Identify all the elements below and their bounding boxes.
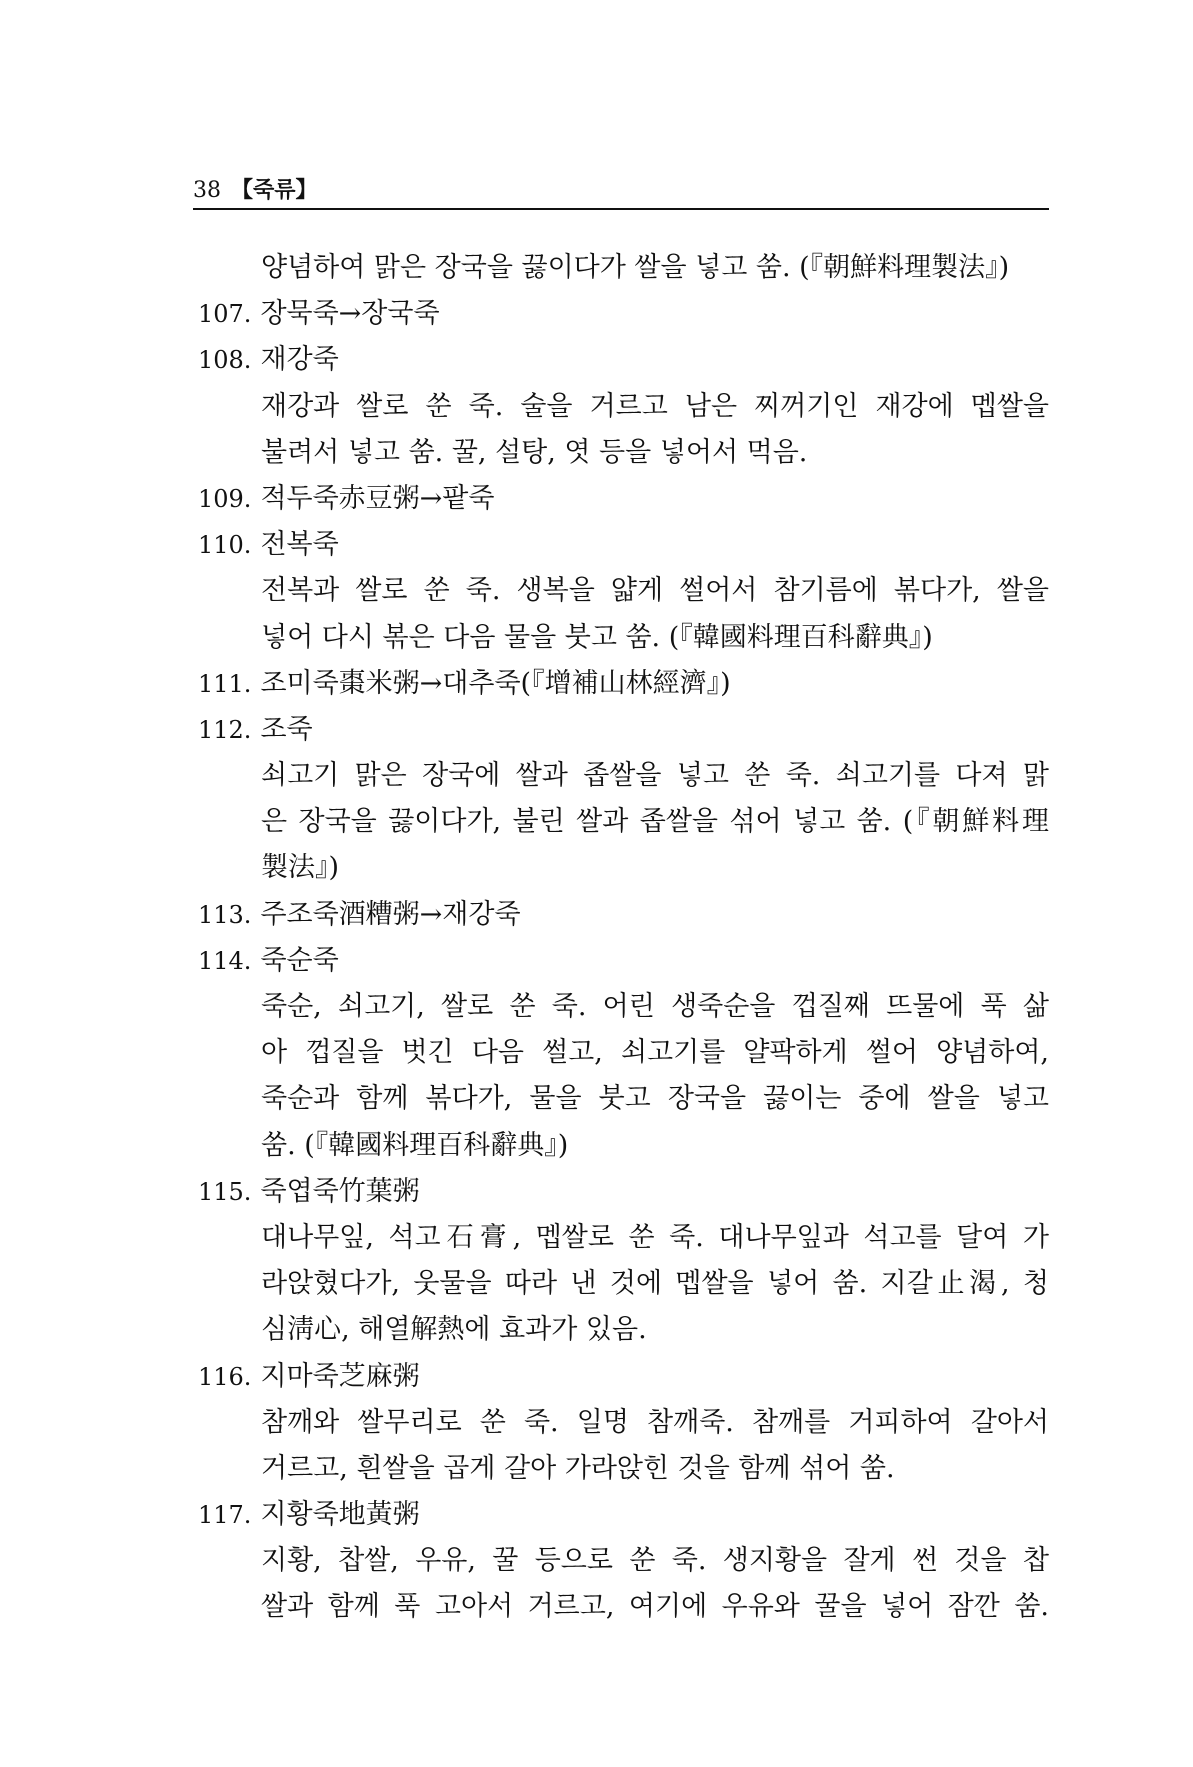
entry-text-line: 참깨와 쌀무리로 쑨 죽. 일명 참깨죽. 참깨를 거피하여 갈아서 bbox=[261, 1406, 1049, 1438]
entry-text-line: 쌀과 함께 푹 고아서 거르고, 여기에 우유와 꿀을 넣어 잠깐 쑴. bbox=[261, 1591, 1049, 1623]
entry-title: 조미죽棗米粥→대추죽(『增補山林經濟』) bbox=[260, 667, 731, 699]
entry-114-heading bbox=[198, 938, 1049, 984]
header-rule bbox=[193, 208, 1049, 210]
page-number: 38 bbox=[193, 178, 221, 203]
entry-number: 117. bbox=[198, 1501, 252, 1530]
section-title: 【죽류】 bbox=[231, 177, 318, 203]
entry-title: 전복죽 bbox=[260, 529, 339, 561]
entry-number: 110. bbox=[198, 531, 252, 560]
entry-109-heading bbox=[198, 476, 1049, 522]
entry-112-heading bbox=[198, 707, 1049, 753]
entry-text-line: 재강과 쌀로 쑨 죽. 술을 거르고 남은 찌꺼기인 재강에 멥쌀을 bbox=[261, 390, 1049, 422]
entry-text-line: 지황, 찹쌀, 우유, 꿀 등으로 쑨 죽. 생지황을 잘게 썬 것을 찹 bbox=[261, 1545, 1049, 1577]
entry-text-line: 製法』) bbox=[261, 852, 340, 884]
entry-116-heading bbox=[198, 1354, 1049, 1400]
entry-text-line: 쇠고기 맑은 장국에 쌀과 좁쌀을 넣고 쑨 죽. 쇠고기를 다져 맑 bbox=[261, 760, 1049, 792]
entry-text-line: 은 장국을 끓이다가, 불린 쌀과 좁쌀을 섞어 넣고 쑴. (『朝鮮料理 bbox=[261, 806, 1049, 838]
entry-title: 장묵죽→장국죽 bbox=[260, 298, 440, 330]
entry-117-heading bbox=[198, 1492, 1049, 1538]
entry-111-heading bbox=[198, 661, 1049, 707]
entry-number: 108. bbox=[198, 346, 252, 375]
entry-115-heading bbox=[198, 1169, 1049, 1215]
entry-title: 죽순죽 bbox=[260, 944, 339, 976]
entry-number: 116. bbox=[198, 1362, 252, 1391]
entry-title: 지황죽地黃粥 bbox=[260, 1499, 420, 1531]
entry-number: 111. bbox=[198, 669, 252, 698]
entry-number: 114. bbox=[198, 946, 252, 975]
entry-title: 죽엽죽竹葉粥 bbox=[260, 1175, 420, 1207]
running-header bbox=[193, 176, 318, 205]
entry-text-line: 라앉혔다가, 웃물을 따라 낸 것에 멥쌀을 넣어 쑴. 지갈止渴, 청 bbox=[261, 1268, 1049, 1300]
entry-text-line: 넣어 다시 볶은 다음 물을 붓고 쑴. (『韓國料理百科辭典』) bbox=[261, 621, 933, 653]
entry-title: 지마죽芝麻粥 bbox=[260, 1360, 420, 1392]
entry-text-line: 아 껍질을 벗긴 다음 썰고, 쇠고기를 얄팍하게 썰어 양념하여, bbox=[261, 1037, 1049, 1069]
entry-108-heading bbox=[198, 337, 1049, 383]
entry-text-line: 전복과 쌀로 쑨 죽. 생복을 얇게 썰어서 참기름에 볶다가, 쌀을 bbox=[261, 575, 1049, 607]
entry-title: 적두죽赤豆粥→팥죽 bbox=[260, 482, 495, 514]
entry-text-line: 쑴. (『韓國料理百科辭典』) bbox=[261, 1129, 569, 1161]
entry-text-line: 죽순, 쇠고기, 쌀로 쑨 죽. 어린 생죽순을 껍질째 뜨물에 푹 삶 bbox=[261, 991, 1049, 1022]
entry-text-line: 거르고, 흰쌀을 곱게 갈아 가라앉힌 것을 함께 섞어 쑴. bbox=[261, 1452, 895, 1484]
entry-number: 109. bbox=[198, 484, 252, 513]
entry-110-heading bbox=[198, 522, 1049, 568]
entry-113-heading bbox=[198, 892, 1049, 938]
entry-number: 113. bbox=[198, 900, 252, 929]
entry-title: 재강죽 bbox=[260, 344, 339, 376]
entry-number: 107. bbox=[198, 300, 252, 329]
entry-text-line: 불려서 넣고 쑴. 꿀, 설탕, 엿 등을 넣어서 먹음. bbox=[261, 436, 808, 468]
entry-title: 조죽 bbox=[260, 713, 313, 745]
entry-number: 115. bbox=[198, 1177, 252, 1206]
entry-title: 주조죽酒糟粥→재강죽 bbox=[260, 898, 521, 930]
page-body bbox=[198, 245, 1049, 1631]
continuation-line: 양념하여 맑은 장국을 끓이다가 쌀을 넣고 쑴. (『朝鮮料理製法』) bbox=[261, 252, 1010, 283]
entry-text-line: 심淸心, 해열解熱에 효과가 있음. bbox=[261, 1314, 647, 1346]
entry-text-line: 죽순과 함께 볶다가, 물을 붓고 장국을 끓이는 중에 쌀을 넣고 bbox=[261, 1083, 1049, 1115]
entry-107-heading bbox=[198, 291, 1049, 337]
entry-number: 112. bbox=[198, 715, 252, 744]
entry-text-line: 대나무잎, 석고石膏, 멥쌀로 쑨 죽. 대나무잎과 석고를 달여 가 bbox=[261, 1221, 1049, 1253]
